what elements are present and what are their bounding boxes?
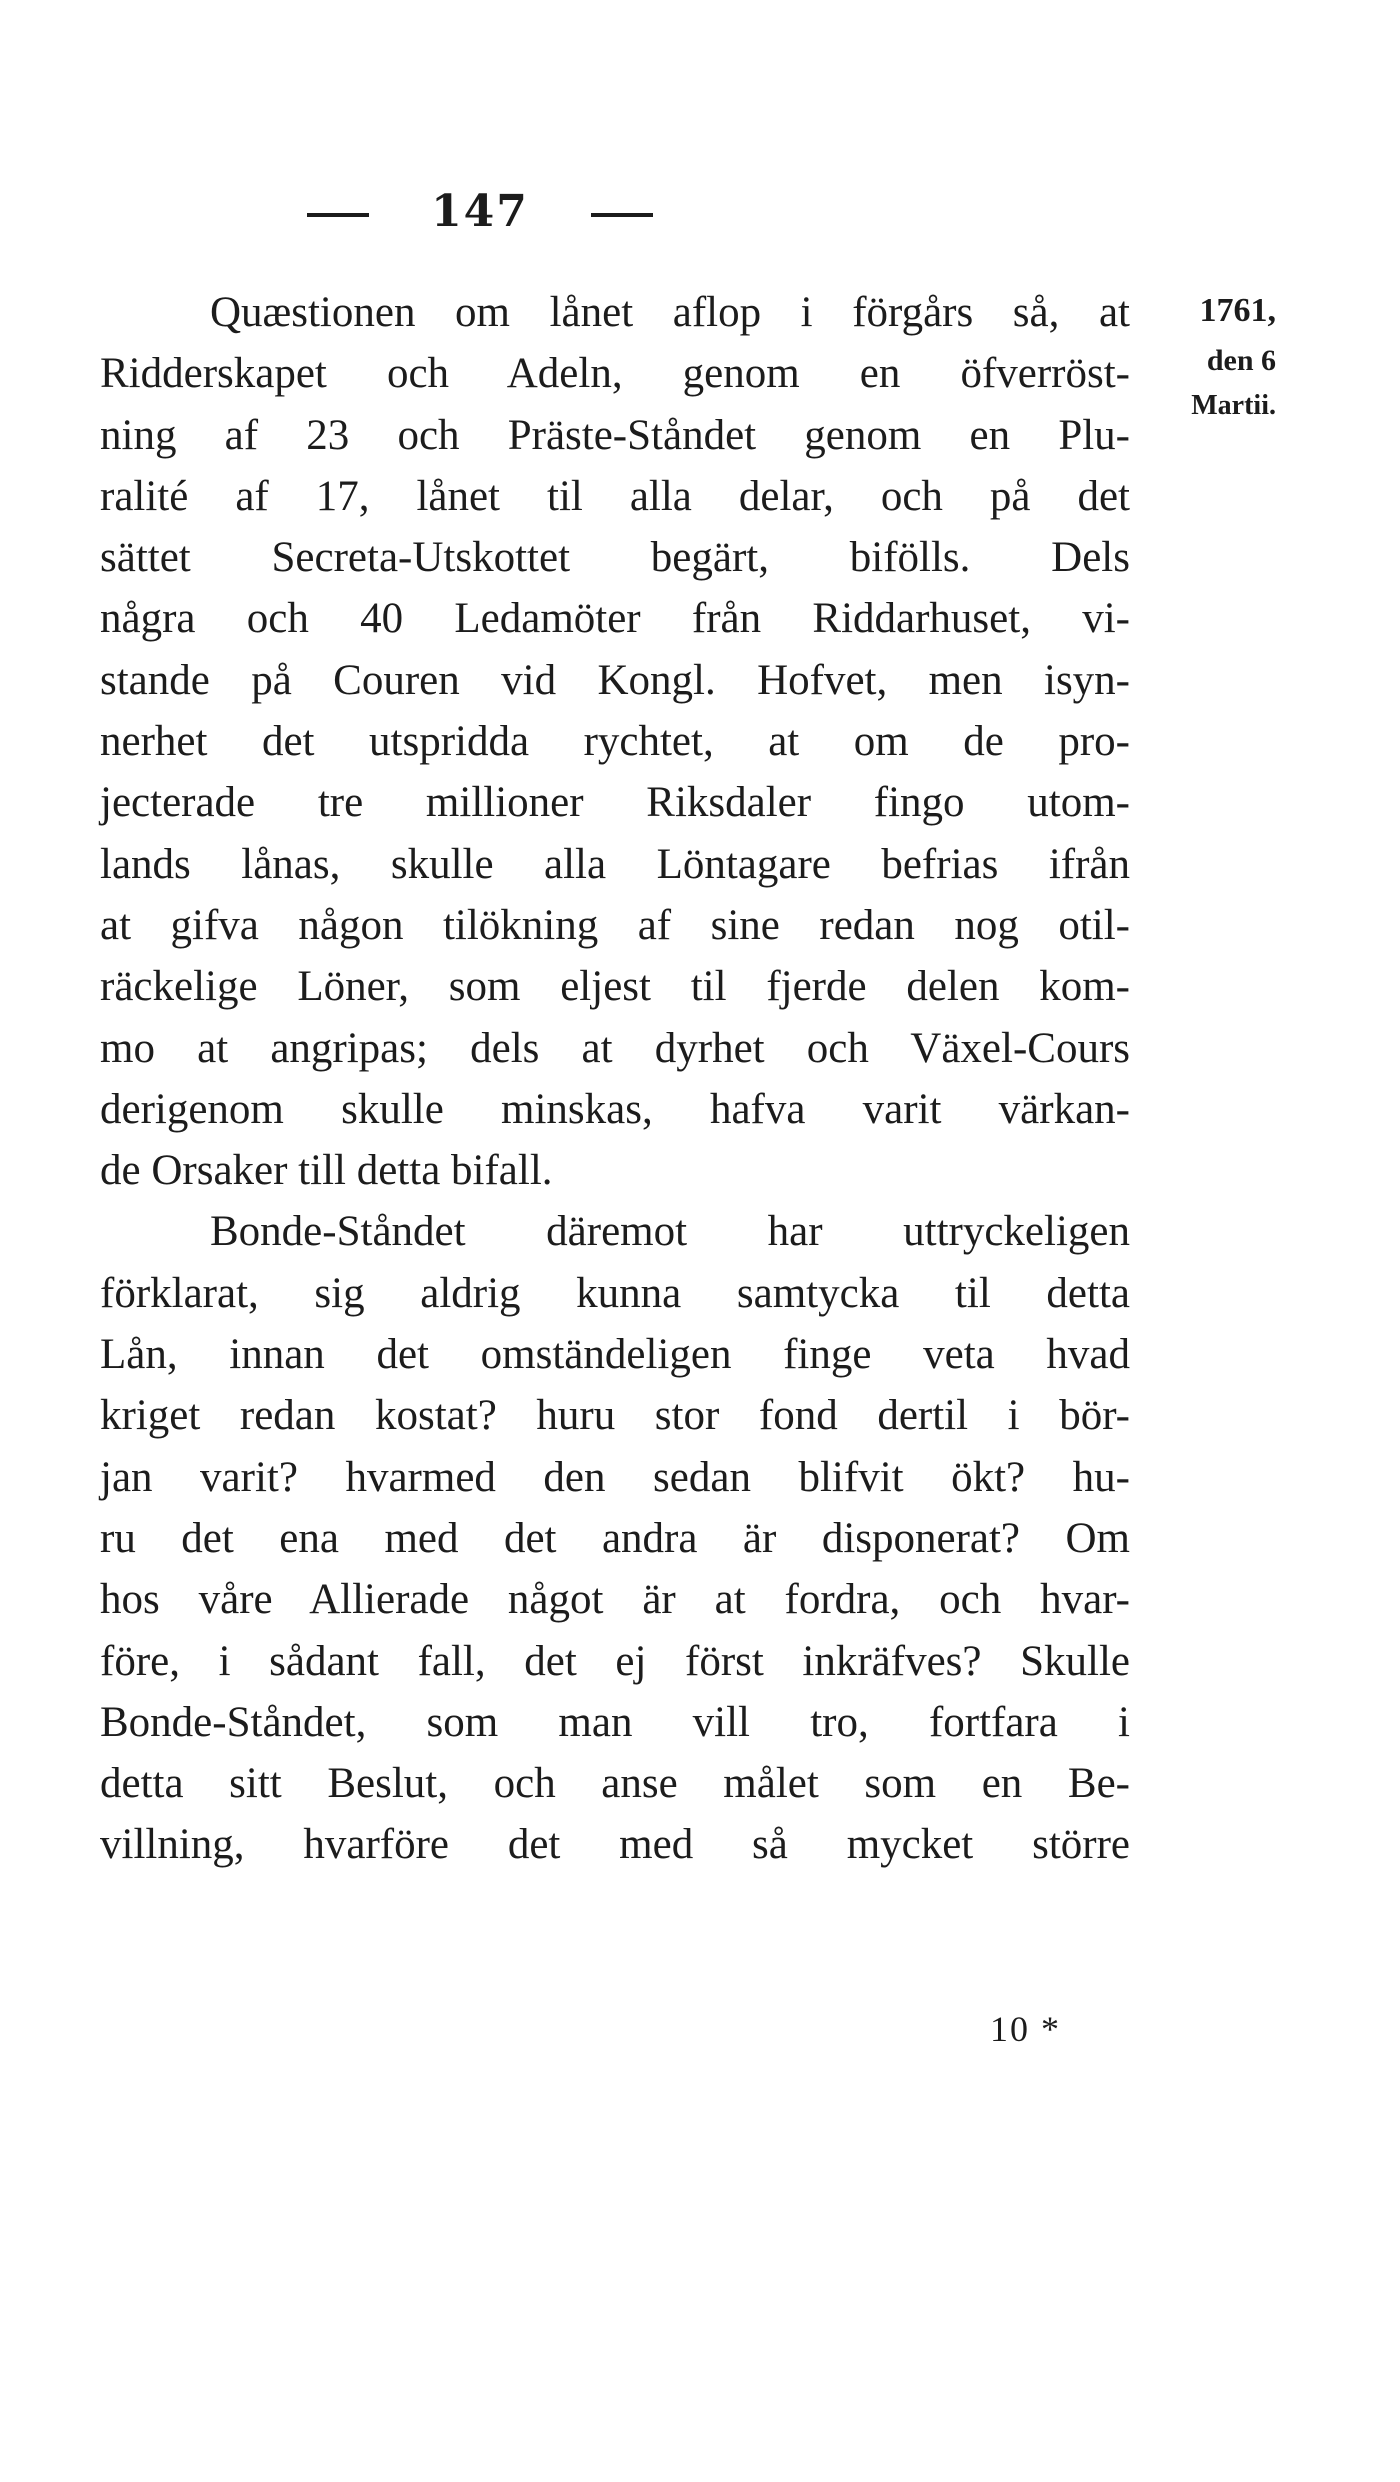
text-line: hos våre Allierade något är at fordra, och hvar- xyxy=(100,1576,1130,1624)
text-line: mo at angripas; dels at dyrhet och Växel-Cours xyxy=(100,1024,1130,1072)
text-line: villning, hvarföre det med så mycket större xyxy=(100,1821,1130,1869)
text-line: Bonde-Ståndet, som man vill tro, fortfara i xyxy=(100,1698,1130,1746)
text-line: Quæstionen om lånet aflop i förgårs så, at xyxy=(210,289,1130,336)
text-line: några och 40 Ledamöter från Riddarhuset, vi- xyxy=(100,595,1130,643)
text-line: jecterade tre millioner Riksdaler fingo utom- xyxy=(100,779,1130,827)
text-line: lands lånas, skulle alla Löntagare befrias ifrån xyxy=(100,840,1130,888)
header-dash-right xyxy=(591,213,653,217)
catchword: 10 * xyxy=(990,2009,1061,2049)
header-dash-left xyxy=(307,213,369,217)
text-line: förklarat, sig aldrig kunna samtycka til detta xyxy=(100,1269,1130,1317)
text-line: jan varit? hvarmed den sedan blifvit ökt? hu- xyxy=(100,1453,1130,1501)
text-line: at gifva någon tilökning af sine redan nog otil- xyxy=(100,901,1130,949)
page-header xyxy=(0,186,960,237)
text-line: Bonde-Ståndet däremot har uttryckeligen xyxy=(210,1208,1130,1256)
text-line: sättet Secreta-Utskottet begärt, bifölls. Dels xyxy=(100,534,1130,582)
text-line: Ridderskapet och Adeln, genom en öfverröst- xyxy=(100,350,1130,398)
text-line: före, i sådant fall, det ej först inkräfves? Skulle xyxy=(100,1637,1130,1685)
text-line: kriget redan kostat? huru stor fond dertil i bör- xyxy=(100,1392,1130,1440)
text-line: ralité af 17, lånet til alla delar, och på det xyxy=(100,472,1130,520)
margin-note-day: den 6 xyxy=(1206,344,1276,377)
text-line: räckelige Löner, som eljest til fjerde delen kom- xyxy=(100,963,1130,1011)
text-line: ning af 23 och Präste-Ståndet genom en Plu- xyxy=(100,411,1130,459)
text-line: detta sitt Beslut, och anse målet som en Be- xyxy=(100,1760,1130,1808)
body-text xyxy=(100,282,1130,1876)
text-line: ru det ena med det andra är disponerat? Om xyxy=(100,1514,1130,1562)
text-line: derigenom skulle minskas, hafva varit värkan- xyxy=(100,1085,1130,1133)
text-line: stande på Couren vid Kongl. Hofvet, men isyn- xyxy=(100,656,1130,704)
margin-note-month: Martii. xyxy=(1191,390,1276,421)
page-number: 147 xyxy=(431,186,529,237)
text-line: Lån, innan det omständeligen finge veta hvad xyxy=(100,1331,1130,1379)
margin-note-year: 1761, xyxy=(1199,292,1276,329)
text-line: nerhet det utspridda rychtet, at om de pro- xyxy=(100,718,1130,766)
text-line: de Orsaker till detta bifall. xyxy=(100,1147,553,1195)
